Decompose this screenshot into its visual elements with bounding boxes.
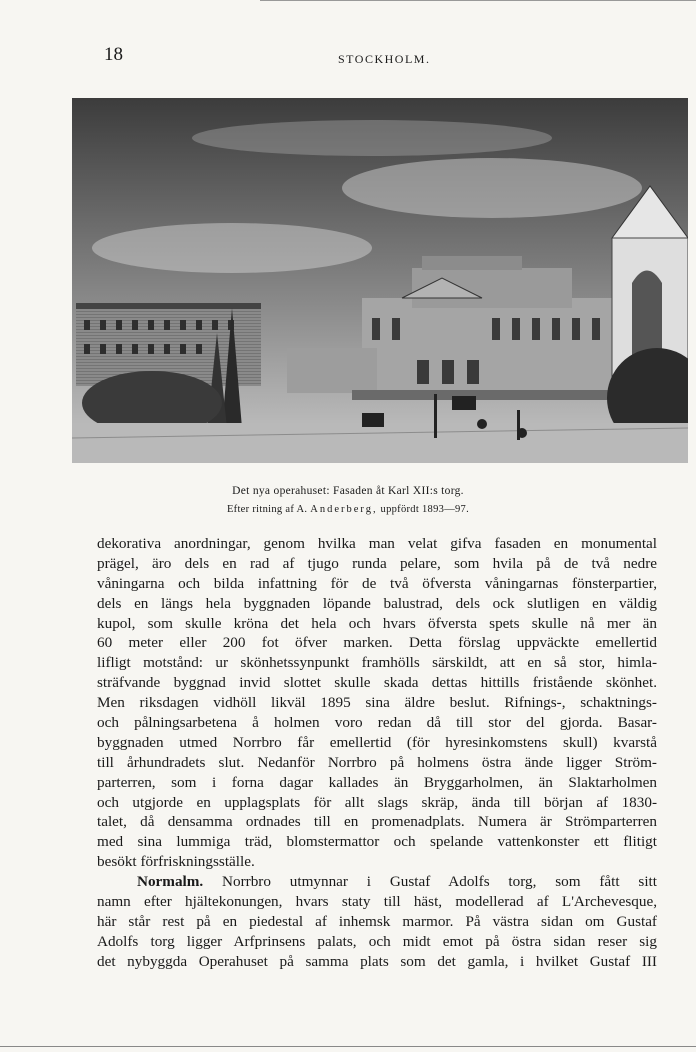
text-line: besökt förfriskningsställe.	[97, 853, 255, 871]
text-line: sträfvande byggnad invid slottet skulle skada dettas hittills fristående skönhet.	[97, 674, 657, 692]
text-line: våningarna och bilda infattning för de två öfversta våningarnas fönsterpartier,	[97, 574, 657, 592]
text-line-rest: Norrbro utmynnar i Gustaf Adolfs torg, som fått sitt	[222, 873, 657, 891]
text-line: parterren, som i forna dagar kallades än Bryggarholmen, än Slaktarholmen	[97, 773, 657, 791]
opera-house-engraving	[72, 98, 688, 463]
bottom-edge-rule	[0, 1046, 696, 1047]
text-line: dekorativa anordningar, genom hvilka man velat gifva fasaden en monumental	[97, 535, 657, 552]
text-line: med sina lummiga träd, blomstermattor och spelande vattenkonster ett flitigt	[97, 833, 657, 851]
text-line: Men riksdagen vidhöll likväl 1895 sina äldre beslut. Rifnings-, schaktnings-	[97, 694, 657, 712]
text-line: namn efter hjältekonungen, hvars staty till häst, modellerad af L'Archevesque,	[97, 893, 657, 911]
text-line: byggnaden utmed Norrbro får emellertid (för hyresinkomstens skull) kvarstå	[97, 733, 657, 751]
figure-caption-line-1: Det nya operahuset: Fasaden åt Karl XII:s torg.	[232, 485, 464, 497]
text-line: till århundradets slut. Nedanför Norrbro på holmens östra ände ligger Ström-	[97, 753, 657, 771]
text-line: lifligt motstånd: ur skönhetssynpunkt framhölls särskildt, att en så stor, himla-	[97, 654, 657, 672]
body-text	[97, 534, 657, 972]
caption-architect: Anderberg,	[310, 504, 378, 515]
caption-suffix: uppfördt 1893—97.	[380, 504, 470, 515]
text-line: prägel, äro dels en rad af tjugo runda pelare, som hvila på de två nedre	[97, 554, 657, 572]
caption-prefix: Efter ritning af A.	[226, 504, 308, 515]
text-line: 60 meter eller 200 fot öfver marken. Detta förslag uppväckte emellertid	[97, 634, 657, 652]
figure-caption-line-2	[0, 504, 696, 515]
engraving-drawing	[72, 98, 688, 463]
section-heading-normalm: Normalm.	[137, 873, 204, 891]
top-edge-rule	[260, 0, 696, 1]
page-number: 18	[104, 44, 123, 65]
text-line: det nybyggda Operahuset på samma plats som det gamla, i hvilket Gustaf III	[97, 952, 657, 970]
text-line: kupol, som skulle kröna det hela och hvars öfversta spets skulle nå mer än	[97, 614, 657, 632]
text-line: dels en längs hela byggnaden löpande balustrad, dels ock slutligen en väldig	[97, 594, 657, 612]
text-line: och pålningsarbetena å holmen voro redan då till stor del gjorda. Basar-	[97, 714, 657, 732]
running-title: STOCKHOLM.	[338, 52, 431, 66]
text-line: och utgjorde en upplagsplats för allt slags skräp, ända till början af 1830-	[97, 793, 657, 811]
text-line: talet, då densamma ordnades till en promenadplats. Numera är Strömparterren	[97, 813, 657, 831]
text-line: Adolfs torg ligger Arfprinsens palats, och midt emot på östra sidan reser sig	[97, 932, 657, 950]
section-heading-line	[97, 872, 657, 892]
text-line: här står rest på en piedestal af inhemsk marmor. På västra sidan om Gustaf	[97, 912, 657, 930]
